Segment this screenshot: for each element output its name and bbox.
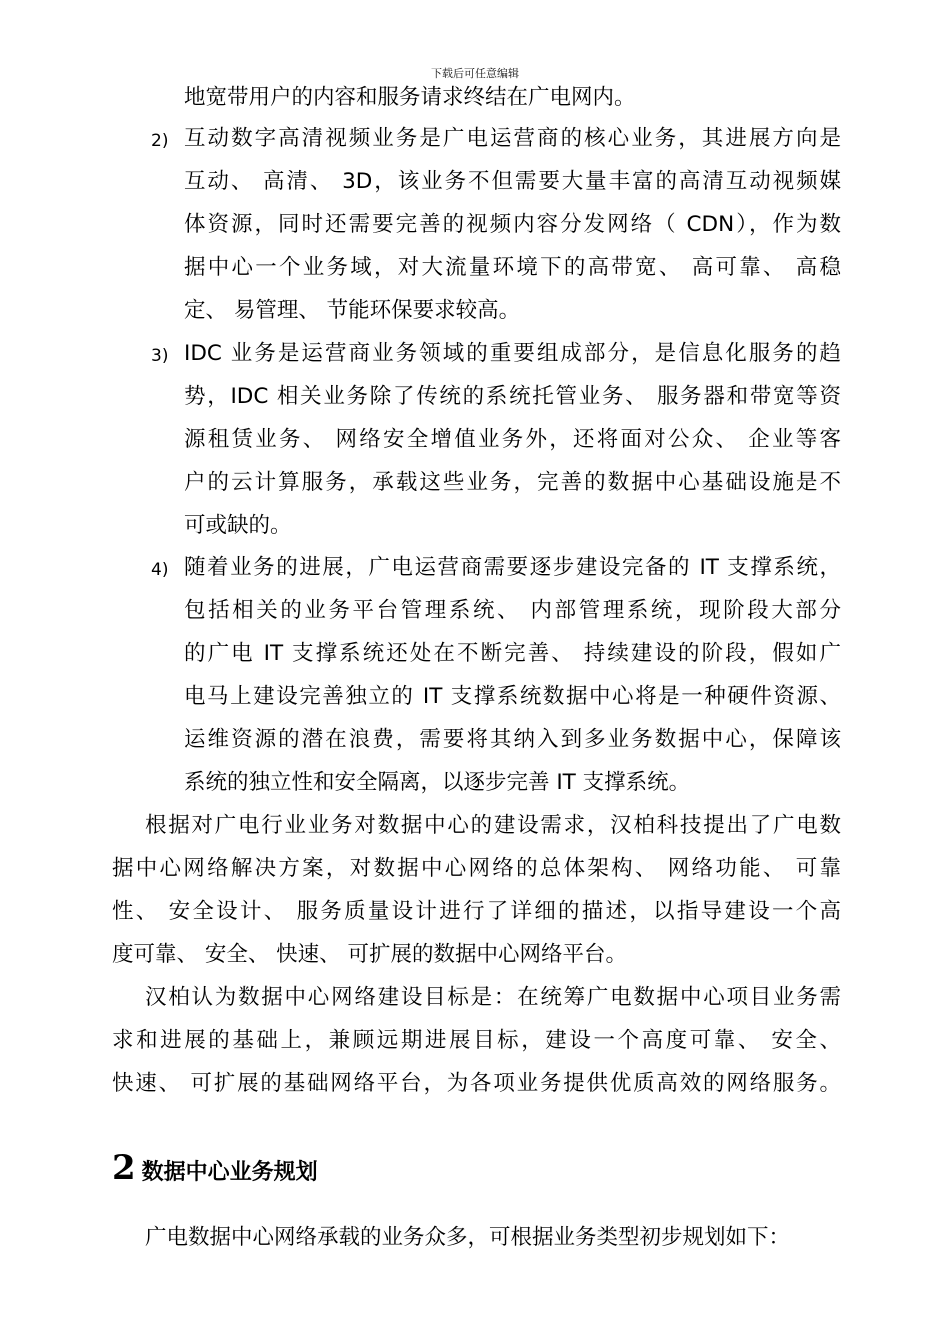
list-item-line: 的广电 IT 支撑系统还处在不断完善、 持续建设的阶段，假如广 [184,641,841,666]
list-item-line: 互动、 高清、 3D，该业务不但需要大量丰富的高清互动视频媒 [184,169,841,194]
header-note: 下载后可任意编辑 [431,67,519,80]
list-item-line: 定、 易管理、 节能环保要求较高。 [184,298,521,323]
paragraph-line: 快速、 可扩展的基础网络平台，为各项业务提供优质高效的网络服务。 [112,1071,841,1096]
list-item-line: 系统的独立性和安全隔离，以逐步完善 IT 支撑系统。 [184,770,691,795]
list-item-line: 户的云计算服务，承载这些业务，完善的数据中心基础设施是不 [184,470,841,495]
list-item-line: 运维资源的潜在浪费，需要将其纳入到多业务数据中心，保障该 [184,727,841,752]
list-item-line: 电马上建设完善独立的 IT 支撑系统数据中心将是一种硬件资源、 [184,684,841,709]
section-title: 数据中心业务规划 [141,1160,318,1185]
list-item-line: 包括相关的业务平台管理系统、 内部管理系统，现阶段大部分 [184,598,841,623]
list-item-line: 随着业务的进展，广电运营商需要逐步建设完备的 IT 支撑系统， [184,555,841,580]
paragraph-line: 求和进展的基础上，兼顾远期进展目标，建设一个高度可靠、 安全、 [112,1028,841,1053]
list-item-line: 据中心一个业务域，对大流量环境下的高带宽、 高可靠、 高稳 [184,255,841,280]
list-item-number: 4) [151,560,169,580]
closing-line: 广电数据中心网络承载的业务众多，可根据业务类型初步规划如下： [145,1225,791,1250]
list-item-number: 2) [151,131,169,151]
paragraph-line: 性、 安全设计、 服务质量设计进行了详细的描述，以指导建设一个高 [112,899,841,924]
list-item-line: 体资源，同时还需要完善的视频内容分发网络（ CDN），作为数 [184,212,841,237]
list-item-line: IDC 业务是运营商业务领域的重要组成部分，是信息化服务的趋 [184,341,841,366]
paragraph-line: 汉柏认为数据中心网络建设目标是：在统筹广电数据中心项目业务需 [145,985,841,1010]
list-item-line: 可或缺的。 [184,513,292,538]
paragraph-line: 据中心网络解决方案，对数据中心网络的总体架构、 网络功能、 可靠 [112,856,841,881]
section-number: 2 [112,1148,136,1188]
paragraph-line: 度可靠、 安全、 快速、 可扩展的数据中心网络平台。 [112,942,628,967]
list-item-line: 源租赁业务、 网络安全增值业务外，还将面对公众、 企业等客 [184,427,841,452]
section-heading [112,1148,318,1188]
list-item-number: 3) [151,346,169,366]
intro-line: 地宽带用户的内容和服务请求终结在广电网内。 [184,85,636,110]
list-item-line: 势，IDC 相关业务除了传统的系统托管业务、 服务器和带宽等资 [184,384,841,409]
list-item-line: 互动数字高清视频业务是广电运营商的核心业务，其进展方向是 [184,126,841,151]
paragraph-line: 根据对广电行业业务对数据中心的建设需求，汉柏科技提出了广电数 [145,813,841,838]
